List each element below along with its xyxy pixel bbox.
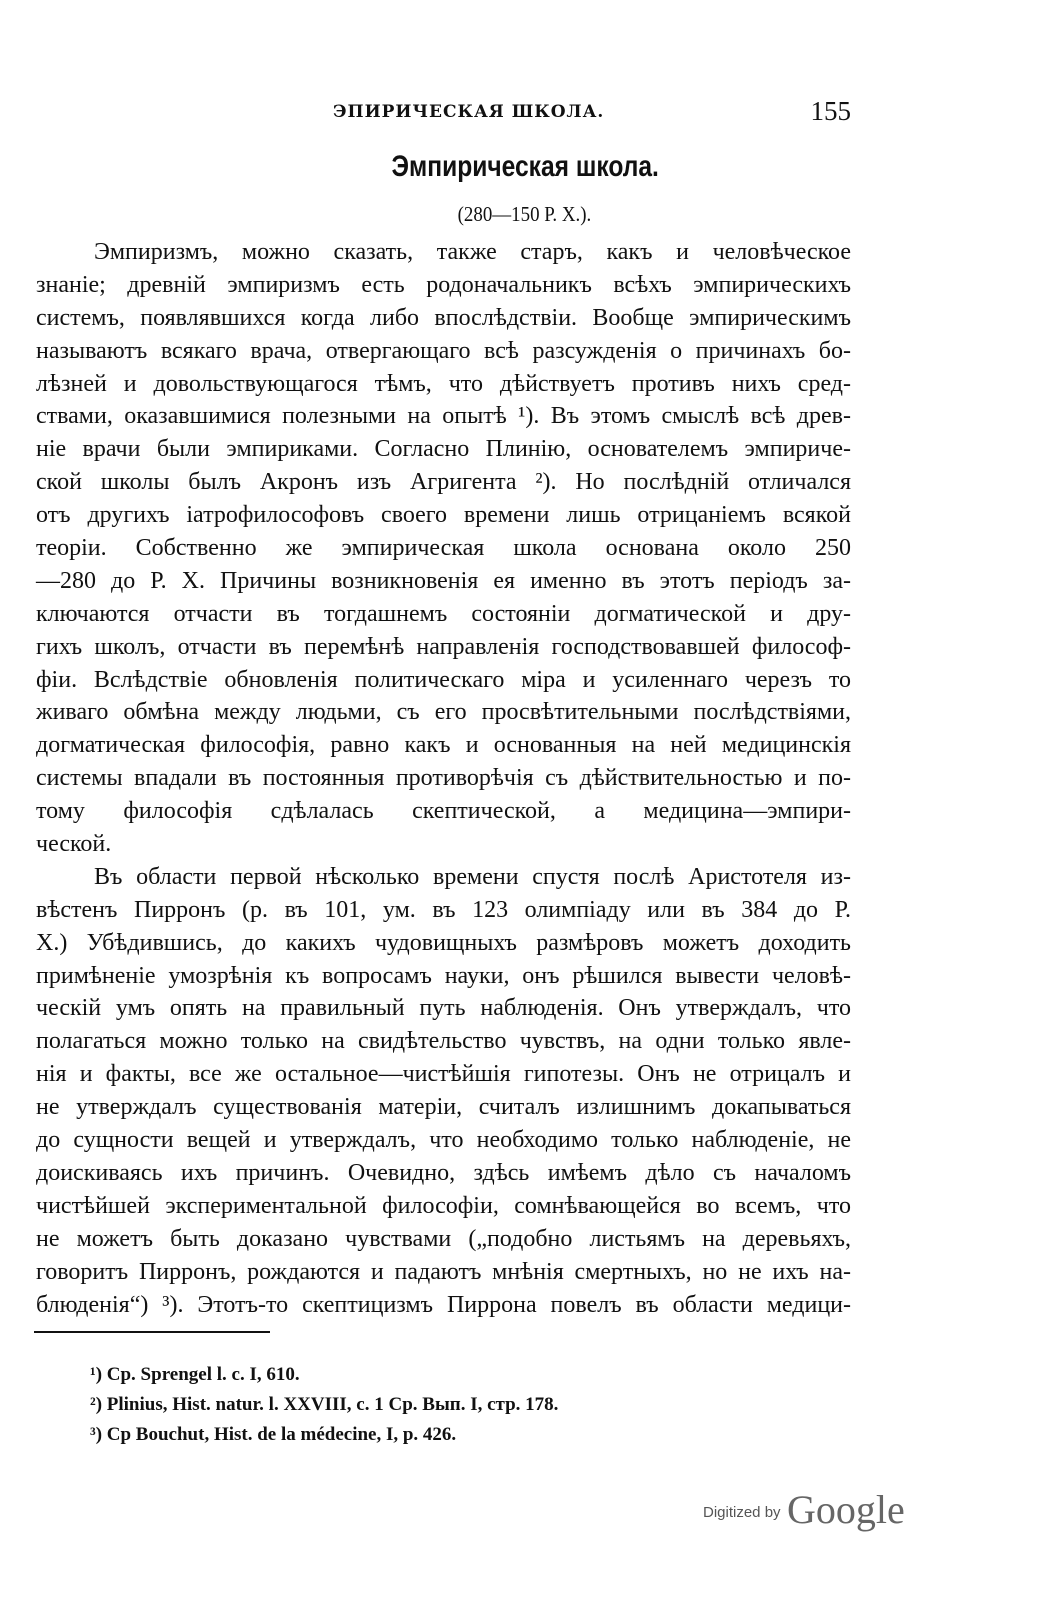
footnote: ¹) Cp. Sprengel l. c. I, 610.: [90, 1364, 300, 1385]
text-line: чистѣйшей экспериментальной философіи, сомнѣвающейся во всемъ, что: [36, 1192, 851, 1219]
text-line: —280 до Р. Х. Причины возникновенія ея именно въ этотъ періодъ за-: [36, 567, 851, 594]
footnote: ²) Plinius, Hist. natur. l. XXVIII, c. 1 Cp. Вып. I, стр. 178.: [90, 1394, 559, 1415]
text-line: нія и факты, все же остальное—чистѣйшія гипотезы. Онъ не отрицалъ и: [36, 1061, 851, 1088]
text-line: фіи. Вслѣдствіе обновленія политическаго міра и усиленнаго черезъ то: [36, 666, 851, 693]
text-line: полагаться можно только на свидѣтельство чувствъ, на одни только явле-: [36, 1028, 851, 1055]
chapter-title: Эмпирическая школа.: [391, 150, 659, 183]
body-text: [36, 236, 851, 1321]
text-line: системы впадали въ постоянныя противорѣчія съ дѣйствительностью и по-: [36, 765, 851, 792]
footnotes: [90, 1360, 558, 1450]
running-head: [36, 96, 851, 132]
text-line: ключаются отчасти въ тогдашнемъ состояніи догматической и дру-: [36, 600, 851, 627]
running-title: ЭПИРИЧЕСКАЯ ШКОЛА.: [333, 102, 605, 122]
text-line: примѣненіе умозрѣнія къ вопросамъ науки, онъ рѣшился вывести человѣ-: [36, 962, 851, 989]
text-line: системъ, появлявшихся когда либо впослѣдствіи. Вообще эмпирическимъ: [36, 304, 851, 331]
text-line: вѣстенъ Пирронъ (р. въ 101, ум. въ 123 олимпіаду или въ 384 до Р.: [36, 896, 851, 923]
text-line: ствами, оказавшимися полезными на опытѣ ¹). Въ этомъ смыслѣ всѣ древ-: [36, 403, 851, 430]
text-line: Х.) Убѣдившись, до какихъ чудовищныхъ размѣровъ можетъ доходить: [36, 929, 851, 956]
text-line: ческій умъ опять на правильный путь наблюденія. Онъ утверждалъ, что: [36, 995, 851, 1022]
text-line: лѣзней и довольствующагося тѣмъ, что дѣйствуетъ противъ нихъ сред-: [36, 370, 851, 397]
text-line: говоритъ Пирронъ, рождаются и падаютъ мнѣнія смертныхъ, но не ихъ на-: [36, 1258, 851, 1285]
text-line: до сущности вещей и утверждалъ, что необходимо только наблюденіе, не: [36, 1127, 851, 1154]
text-line: знаніе; древній эмпиризмъ есть родоначальникъ всѣхъ эмпирическихъ: [36, 271, 851, 298]
text-line: ской школы былъ Акронъ изъ Агригента ²). Но послѣдній отличался: [36, 469, 851, 496]
google-logo: Google: [787, 1487, 905, 1532]
text-line: догматическая философія, равно какъ и основанныя на ней медицинскія: [36, 732, 851, 759]
text-line: блюденія“) ³). Этотъ-то скептицизмъ Пиррона повелъ въ области медици-: [36, 1291, 851, 1318]
text-line: называютъ всякаго врача, отвергающаго всѣ разсужденія о причинахъ бо-: [36, 337, 851, 364]
text-line: не утверждалъ существованія матеріи, считалъ излишнимъ докапываться: [36, 1094, 851, 1121]
digitized-watermark: [703, 1487, 913, 1532]
chapter-dates: (280—150 Р. X.).: [457, 202, 592, 226]
page-number: 155: [810, 96, 851, 126]
text-line: ніе врачи были эмпириками. Согласно Плинію, основателемъ эмпириче-: [36, 436, 851, 463]
text-line: Въ области первой нѣсколько времени спустя послѣ Аристотеля из-: [94, 863, 851, 890]
text-line: не можетъ быть доказано чувствами („подобно листьямъ на деревьяхъ,: [36, 1225, 851, 1252]
text-line: теоріи. Собственно же эмпирическая школа основана около 250: [36, 535, 851, 562]
text-line: тому философія сдѣлалась скептической, а медицина—эмпири-: [36, 798, 851, 825]
text-line: ческой.: [36, 831, 112, 858]
footnote-divider: [34, 1331, 270, 1333]
watermark-caption: Digitized by: [703, 1504, 781, 1521]
text-line: доискиваясь ихъ причинъ. Очевидно, здѣсь имѣемъ дѣло съ началомъ: [36, 1159, 851, 1186]
text-line: гихъ школъ, отчасти въ перемѣнѣ направленія господствовавшей философ-: [36, 633, 851, 660]
footnote: ³) Cp Bouchut, Hist. de la médecine, I, p. 426.: [90, 1424, 457, 1445]
text-line: отъ другихъ іатрофилософовъ своего времени лишь отрицаніемъ всякой: [36, 502, 851, 529]
text-line: живаго обмѣна между людьми, съ его просвѣтительными послѣдствіями,: [36, 699, 851, 726]
text-line: Эмпиризмъ, можно сказать, также старъ, какъ и человѣческое: [94, 239, 851, 265]
